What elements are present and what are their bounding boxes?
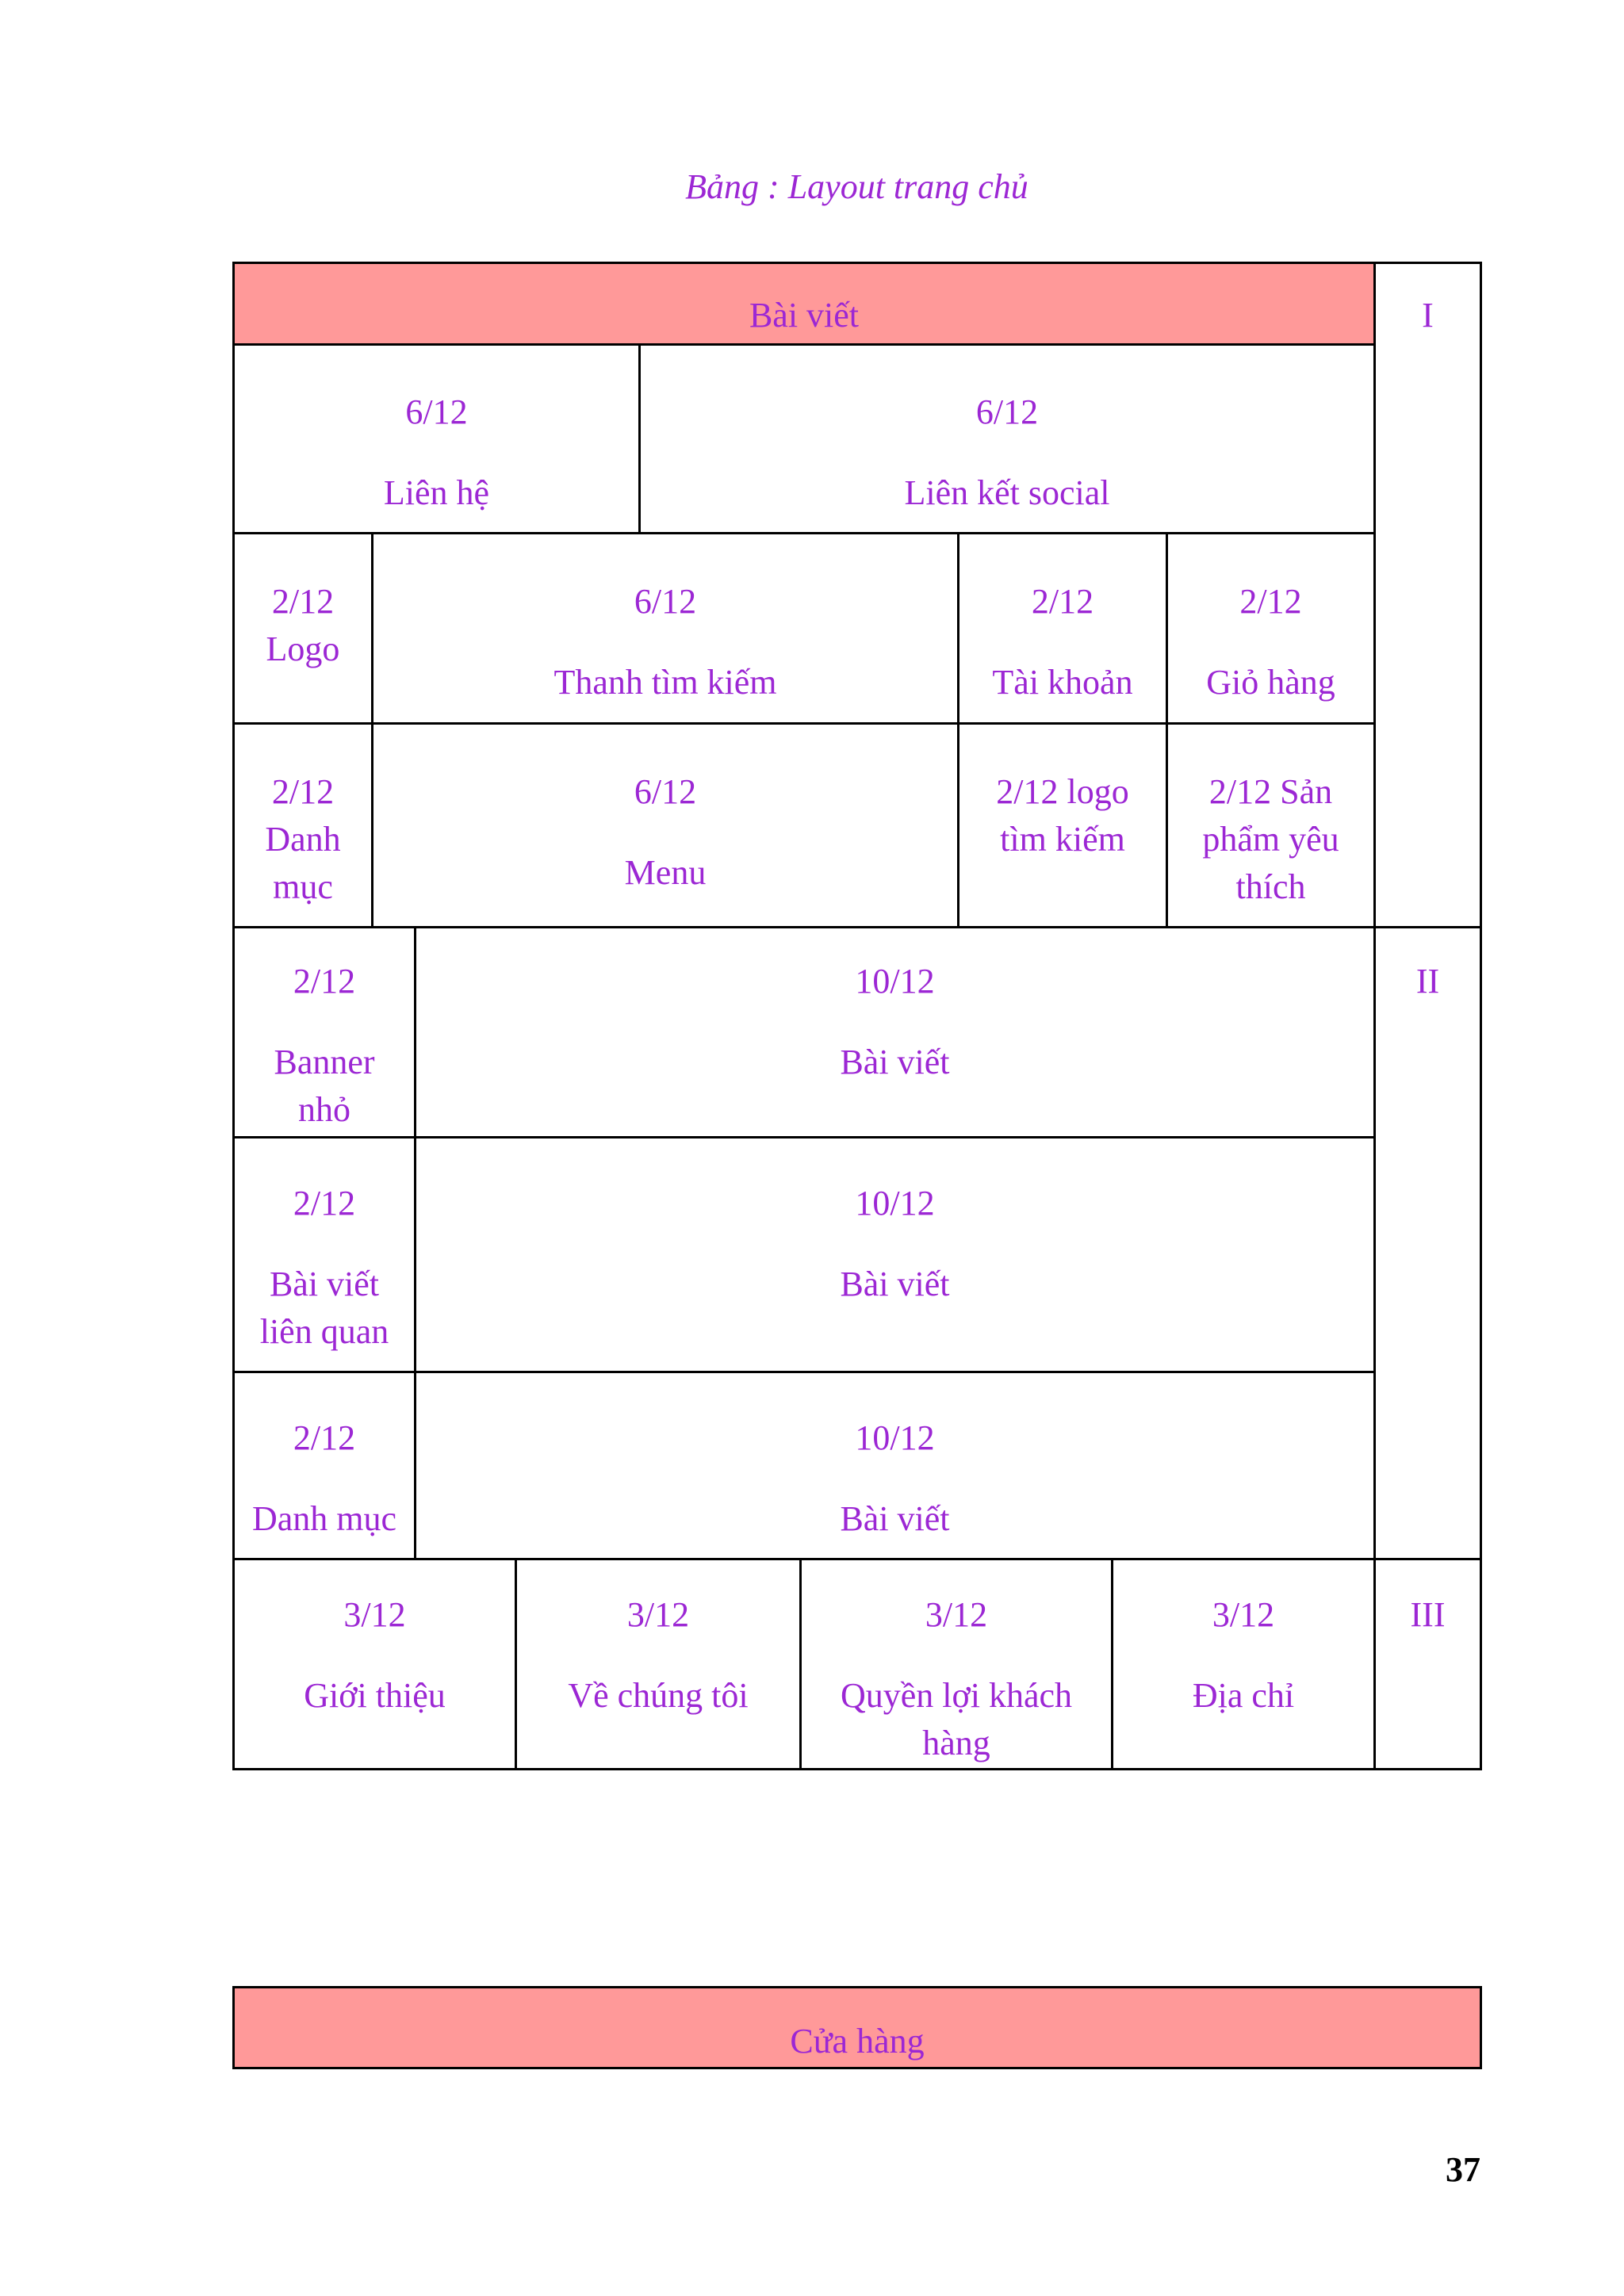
cell-label: Bài viết liên quan	[259, 1265, 389, 1351]
cell-label: Về chúng tôi	[568, 1676, 749, 1715]
section-label-cell-2	[1373, 926, 1482, 1560]
section-label-cell-3	[1373, 1558, 1482, 1770]
grid-fraction: 3/12	[626, 1595, 690, 1634]
cell-label: Liên hệ	[383, 473, 490, 512]
top-bar-social-cell	[638, 343, 1376, 534]
customer-benefits-cell	[799, 1558, 1113, 1770]
cell-label: Địa chỉ	[1192, 1676, 1295, 1715]
grid-fraction: 2/12	[293, 962, 356, 1001]
article-cell	[414, 1371, 1376, 1560]
about-cell	[232, 1558, 517, 1770]
grid-fraction: 2/12	[1239, 582, 1302, 621]
cell-label: Bài viết	[840, 1265, 950, 1303]
cell-label: Thanh tìm kiếm	[553, 663, 777, 702]
grid-fraction: 6/12	[405, 392, 468, 431]
cell-label: Liên kết social	[904, 473, 1110, 512]
cell-label: 2/12 Sản phẩm yêu thích	[1202, 772, 1339, 906]
search-bar-cell	[371, 532, 959, 725]
article-cell	[414, 926, 1376, 1138]
cell-label: Logo	[266, 629, 340, 668]
cell-label: 2/12 logo tìm kiếm	[996, 772, 1129, 859]
grid-fraction: 2/12	[293, 1184, 356, 1223]
cell-label: Giỏ hàng	[1206, 663, 1335, 702]
store-band	[232, 1986, 1482, 2069]
grid-fraction: 2/12	[293, 1418, 356, 1457]
cell-label: Danh mục	[251, 1499, 397, 1538]
logo-cell	[232, 532, 373, 725]
store-band-label: Cửa hàng	[790, 2022, 925, 2061]
grid-fraction: 6/12	[634, 772, 697, 811]
menu-cell	[371, 722, 959, 928]
cell-label: Bài viết	[840, 1499, 950, 1538]
article-cell	[414, 1136, 1376, 1373]
grid-fraction: 3/12	[925, 1595, 988, 1634]
section-label: I	[1422, 296, 1434, 335]
cell-label: Quyền lợi khách hàng	[840, 1676, 1073, 1762]
cell-label: Giới thiệu	[304, 1676, 446, 1715]
table-header-label: Bài viết	[749, 296, 860, 335]
top-bar-contact-cell	[232, 343, 641, 534]
favorite-products-cell	[1166, 722, 1376, 928]
grid-fraction: 2/12	[271, 772, 335, 811]
page-number: 37	[1446, 2150, 1480, 2189]
account-cell	[957, 532, 1168, 725]
grid-fraction: 10/12	[855, 1184, 935, 1223]
category-cell	[232, 722, 373, 928]
about-us-cell	[515, 1558, 802, 1770]
address-cell	[1111, 1558, 1376, 1770]
grid-fraction: 10/12	[855, 1418, 935, 1457]
grid-fraction: 10/12	[855, 962, 935, 1001]
grid-fraction: 3/12	[1212, 1595, 1275, 1634]
grid-fraction: 3/12	[343, 1595, 406, 1634]
cell-label: Menu	[624, 853, 707, 892]
small-banner-cell	[232, 926, 416, 1138]
category-side-cell	[232, 1371, 416, 1560]
related-articles-cell	[232, 1136, 416, 1373]
cart-cell	[1166, 532, 1376, 725]
section-label-cell-1	[1373, 262, 1482, 928]
section-label: II	[1415, 962, 1440, 1001]
grid-fraction: 6/12	[975, 392, 1039, 431]
cell-label: Tài khoản	[992, 663, 1133, 702]
grid-fraction: 2/12	[1031, 582, 1094, 621]
cell-label: Banner nhỏ	[274, 1043, 375, 1129]
cell-label: Bài viết	[840, 1043, 950, 1081]
grid-fraction: 2/12	[271, 582, 335, 621]
section-label: III	[1410, 1595, 1446, 1634]
search-logo-cell	[957, 722, 1168, 928]
table-header-cell	[232, 262, 1376, 346]
table-caption: Bảng : Layout trang chủ	[685, 167, 1028, 206]
cell-label: Danh mục	[265, 820, 341, 906]
grid-fraction: 6/12	[634, 582, 697, 621]
